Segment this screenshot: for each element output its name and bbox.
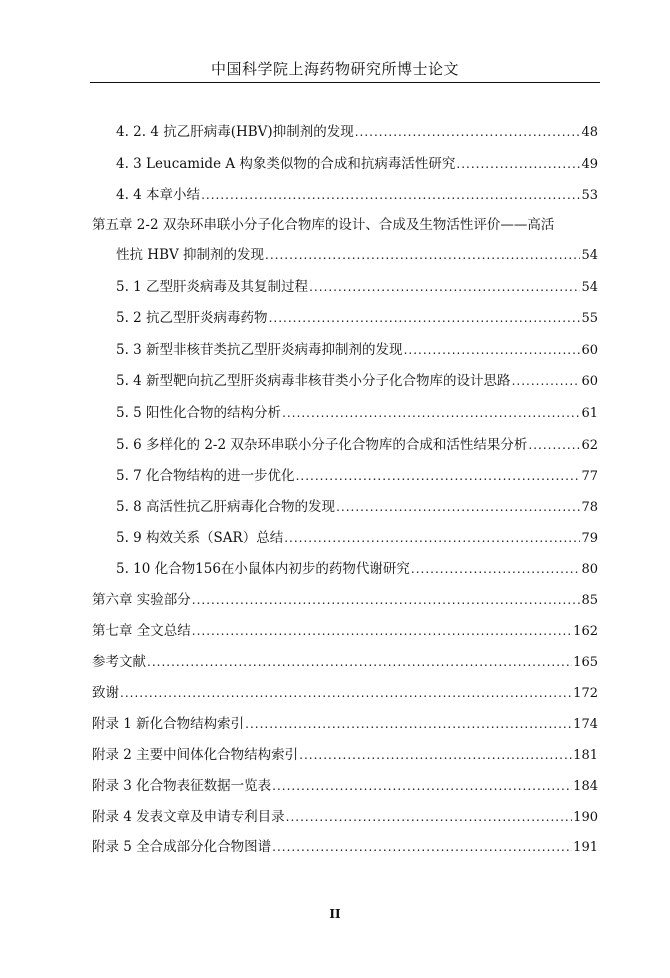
toc-entry <box>116 186 598 205</box>
toc-entry-page: 54 <box>581 280 598 295</box>
toc-entry-page: 62 <box>581 438 598 453</box>
toc-entry-page: 165 <box>573 655 598 670</box>
toc-entry-page: 60 <box>581 343 598 358</box>
toc-entry-page: 78 <box>581 500 598 515</box>
toc-leader-dots <box>286 808 573 826</box>
toc-entry <box>116 404 598 423</box>
toc-leader-dots <box>282 404 580 422</box>
toc-entry-page: 181 <box>573 748 598 763</box>
toc-entry-page: 79 <box>581 531 598 546</box>
toc-entry-title: 5. 9 构效关系（SAR）总结 <box>116 530 284 546</box>
toc-entry <box>116 436 598 455</box>
toc-leader-dots <box>147 653 572 671</box>
toc-entry-page: 60 <box>581 374 598 389</box>
toc-entry-title: 附录 3 化合物表征数据一览表 <box>92 778 272 794</box>
toc-entry <box>92 746 598 765</box>
toc-leader-dots <box>528 436 580 454</box>
page-number: II <box>329 907 341 921</box>
toc-leader-dots <box>336 498 580 516</box>
toc-entry-page: 61 <box>581 406 598 421</box>
toc-entry <box>116 560 598 579</box>
toc-entry-title: 附录 4 发表文章及申请专利目录 <box>92 809 285 825</box>
toc-entry-page: 85 <box>581 593 598 608</box>
toc-entry-title: 5. 4 新型靶向抗乙型肝炎病毒非核苷类小分子化合物库的设计思路 <box>116 373 511 389</box>
toc-entry <box>92 838 598 857</box>
toc-leader-dots <box>512 372 581 390</box>
toc-entry-page: 80 <box>581 562 598 577</box>
toc-entry-page: 184 <box>573 779 598 794</box>
toc-entry <box>92 777 598 796</box>
toc-leader-dots <box>456 155 580 173</box>
toc-leader-dots <box>284 529 580 547</box>
toc-leader-dots <box>411 560 581 578</box>
toc-leader-dots <box>272 777 572 795</box>
toc-entry <box>116 309 598 328</box>
toc-entry-title: 第六章 实验部分 <box>92 592 191 608</box>
toc-entry <box>116 467 598 486</box>
toc-entry-title: 5. 6 多样化的 2-2 双杂环串联小分子化合物库的合成和活性结果分析 <box>116 437 528 453</box>
toc-leader-dots <box>192 622 572 640</box>
toc-entry <box>116 498 598 517</box>
toc-leader-dots <box>265 246 580 264</box>
toc-entry-page: 54 <box>581 248 598 263</box>
toc-leader-dots <box>245 715 572 733</box>
toc-entry <box>92 715 598 734</box>
toc-entry-page: 48 <box>581 125 598 140</box>
toc-entry-page: 174 <box>573 717 598 732</box>
toc-entry <box>116 529 598 548</box>
toc-entry <box>116 155 598 174</box>
toc-leader-dots <box>201 186 580 204</box>
toc-entry-title: 5. 2 抗乙型肝炎病毒药物 <box>116 310 268 326</box>
toc-entry-page: 53 <box>581 188 598 203</box>
toc-entry-title: 5. 1 乙型肝炎病毒及其复制过程 <box>116 279 309 295</box>
toc-entry-page: 55 <box>581 311 598 326</box>
toc-entry-page: 190 <box>573 810 598 825</box>
toc-entry <box>116 372 598 391</box>
toc-entry <box>116 341 598 360</box>
toc-entry-title: 5. 10 化合物156在小鼠体内初步的药物代谢研究 <box>116 561 410 577</box>
toc-entry-title: 5. 7 化合物结构的进一步优化 <box>116 468 295 484</box>
toc-entry-title: 参考文献 <box>92 654 146 670</box>
toc-entry-page: 49 <box>581 157 598 172</box>
toc-entry-title: 5. 5 阳性化合物的结构分析 <box>116 405 282 421</box>
toc-entry <box>116 246 598 265</box>
toc-entry-title: 性抗 HBV 抑制剂的发现 <box>116 247 265 263</box>
toc-entry <box>92 808 598 827</box>
toc-entry-page: 77 <box>581 469 598 484</box>
toc-entry <box>116 278 598 297</box>
toc-entry-title: 附录 5 全合成部分化合物图谱 <box>92 839 272 855</box>
toc-leader-dots <box>192 591 581 609</box>
toc-leader-dots <box>309 278 580 296</box>
toc-chapter-heading: 第五章 2-2 双杂环串联小分子化合物库的设计、合成及生物活性评价——高活 <box>92 217 555 233</box>
toc-entry-title: 4. 4 本章小结 <box>116 187 201 203</box>
toc-entry-title: 第七章 全文总结 <box>92 623 191 639</box>
toc-entry <box>116 123 598 142</box>
toc-entry-title: 致谢 <box>92 685 119 701</box>
toc-entry-title: 5. 8 高活性抗乙肝病毒化合物的发现 <box>116 499 336 515</box>
toc-entry <box>92 653 598 672</box>
toc-leader-dots <box>272 838 572 856</box>
toc-leader-dots <box>296 467 581 485</box>
toc-entry <box>92 684 598 703</box>
toc-leader-dots <box>120 684 572 702</box>
toc-leader-dots <box>269 309 581 327</box>
toc-entry-title: 附录 1 新化合物结构索引 <box>92 716 245 732</box>
toc-entry-page: 162 <box>573 624 598 639</box>
toc-entry-page: 191 <box>573 840 598 855</box>
toc-entry-title: 5. 3 新型非核苷类抗乙型肝炎病毒抑制剂的发现 <box>116 342 403 358</box>
toc-entry-title: 附录 2 主要中间体化合物结构索引 <box>92 747 299 763</box>
toc-entry-title: 4. 2. 4 抗乙肝病毒(HBV)抑制剂的发现 <box>116 124 354 140</box>
toc-entry <box>92 622 598 641</box>
toc-leader-dots <box>404 341 581 359</box>
toc-leader-dots <box>299 746 572 764</box>
toc-entry <box>92 591 598 610</box>
page-header: 中国科学院上海药物研究所博士论文 <box>210 60 459 78</box>
toc-entry-page: 172 <box>573 686 598 701</box>
toc-leader-dots <box>355 123 581 141</box>
toc-entry-title: 4. 3 Leucamide A 构象类似物的合成和抗病毒活性研究 <box>116 156 456 172</box>
